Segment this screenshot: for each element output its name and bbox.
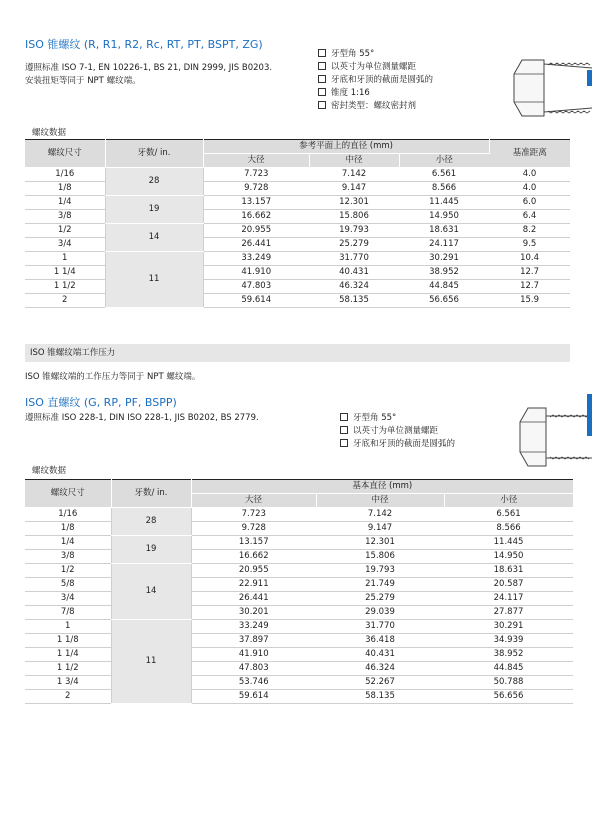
cell-major: 26.441 [191, 592, 316, 606]
cell-size: 1 1/4 [25, 648, 111, 662]
section2-standards: 遵照标准 ISO 228-1, DIN ISO 228-1, JIS B0202, BS 2779. [25, 413, 259, 423]
header-tpi: 牙数/ in. [111, 480, 191, 508]
cell-pitch: 9.147 [309, 182, 399, 196]
checkbox-icon [318, 75, 326, 83]
table-row [25, 676, 573, 690]
table-row [25, 648, 573, 662]
cell-size: 3/4 [25, 238, 105, 252]
cell-size: 1/8 [25, 522, 111, 536]
cell-minor: 24.117 [399, 238, 489, 252]
checkbox-icon [318, 49, 326, 57]
cell-gauge: 4.0 [489, 182, 570, 196]
cell-major: 20.955 [191, 564, 316, 578]
cell-major: 47.803 [203, 280, 309, 294]
header-major: 大径 [191, 494, 316, 508]
header-major: 大径 [203, 154, 309, 168]
page-side-tab [587, 394, 592, 436]
cell-major: 7.723 [191, 508, 316, 522]
cell-pitch: 29.039 [316, 606, 444, 620]
torque-note: 安装扭矩等同于 NPT 螺纹端。 [25, 76, 141, 86]
feature-item: 牙型角 55° [318, 48, 433, 61]
cell-size: 5/8 [25, 578, 111, 592]
cell-minor: 20.587 [444, 578, 573, 592]
header-gauge: 基准距离 [489, 140, 570, 168]
cell-tpi: 28 [105, 168, 203, 196]
cell-pitch: 12.301 [316, 536, 444, 550]
cell-pitch: 46.324 [316, 662, 444, 676]
table-row [25, 550, 573, 564]
table-row [25, 522, 573, 536]
table-row [25, 592, 573, 606]
cell-minor: 8.566 [399, 182, 489, 196]
header-minor: 小径 [444, 494, 573, 508]
cell-pitch: 25.279 [309, 238, 399, 252]
table-row [25, 620, 573, 634]
cell-size: 3/8 [25, 550, 111, 564]
cell-major: 20.955 [203, 224, 309, 238]
cell-major: 7.723 [203, 168, 309, 182]
cell-pitch: 15.806 [316, 550, 444, 564]
checkbox-icon [340, 426, 348, 434]
section2-features [340, 412, 455, 451]
table-row [25, 196, 570, 210]
cell-minor: 14.950 [399, 210, 489, 224]
cell-minor: 6.561 [444, 508, 573, 522]
table-row [25, 606, 573, 620]
cell-pitch: 25.279 [316, 592, 444, 606]
cell-pitch: 15.806 [309, 210, 399, 224]
table-row [25, 224, 570, 238]
cell-size: 2 [25, 294, 105, 308]
cell-gauge: 4.0 [489, 168, 570, 182]
cell-major: 41.910 [191, 648, 316, 662]
cell-tpi: 28 [111, 508, 191, 536]
cell-size: 1 1/4 [25, 266, 105, 280]
cell-minor: 56.656 [399, 294, 489, 308]
checkbox-icon [318, 62, 326, 70]
header-size: 螺纹尺寸 [25, 480, 111, 508]
cell-pitch: 31.770 [309, 252, 399, 266]
cell-tpi: 11 [105, 252, 203, 308]
cell-minor: 56.656 [444, 690, 573, 704]
cell-size: 1/4 [25, 536, 111, 550]
cell-major: 59.614 [203, 294, 309, 308]
cell-size: 1 1/2 [25, 280, 105, 294]
section1-standards: 遵照标准 ISO 7-1, EN 10226-1, BS 21, DIN 2999, JIS B0203. 安装扭矩等同于 NPT 螺纹端。 [25, 63, 273, 86]
cell-pitch: 46.324 [309, 280, 399, 294]
cell-major: 22.911 [191, 578, 316, 592]
cell-major: 41.910 [203, 266, 309, 280]
checkbox-icon [318, 101, 326, 109]
cell-pitch: 21.749 [316, 578, 444, 592]
cell-pitch: 58.135 [316, 690, 444, 704]
feature-item: 牙底和牙顶的截面是圆弧的 [340, 438, 455, 451]
table-row [25, 634, 573, 648]
cell-size: 1 [25, 620, 111, 634]
pressure-note: ISO 锥螺纹端的工作压力等同于 NPT 螺纹端。 [25, 372, 201, 382]
cell-minor: 38.952 [444, 648, 573, 662]
cell-major: 9.728 [203, 182, 309, 196]
cell-minor: 44.845 [444, 662, 573, 676]
cell-size: 3/4 [25, 592, 111, 606]
cell-size: 2 [25, 690, 111, 704]
header-minor: 小径 [399, 154, 489, 168]
cell-minor: 11.445 [399, 196, 489, 210]
header-pitch: 中径 [316, 494, 444, 508]
pressure-section-bar: ISO 锥螺纹端工作压力 [25, 344, 570, 362]
cell-size: 1 1/2 [25, 662, 111, 676]
cell-gauge: 12.7 [489, 280, 570, 294]
cell-size: 1 [25, 252, 105, 266]
cell-minor: 11.445 [444, 536, 573, 550]
cell-pitch: 19.793 [316, 564, 444, 578]
cell-minor: 8.566 [444, 522, 573, 536]
header-diameter-group: 基本直径 (mm) [191, 480, 573, 494]
section1-title: ISO 锥螺纹 (R, R1, R2, Rc, RT, PT, BSPT, ZG) [25, 38, 263, 51]
cell-size: 1/4 [25, 196, 105, 210]
cell-pitch: 7.142 [309, 168, 399, 182]
cell-size: 7/8 [25, 606, 111, 620]
table-row [25, 578, 573, 592]
cell-major: 13.157 [203, 196, 309, 210]
cell-tpi: 14 [111, 564, 191, 620]
header-diameter-group: 参考平面上的直径 (mm) [203, 140, 489, 154]
cell-pitch: 12.301 [309, 196, 399, 210]
cell-minor: 50.788 [444, 676, 573, 690]
cell-tpi: 19 [105, 196, 203, 224]
cell-minor: 6.561 [399, 168, 489, 182]
cell-major: 26.441 [203, 238, 309, 252]
header-tpi: 牙数/ in. [105, 140, 203, 168]
cell-minor: 34.939 [444, 634, 573, 648]
section2-table-label: 螺纹数据 [32, 466, 67, 476]
table-row [25, 168, 570, 182]
cell-major: 33.249 [203, 252, 309, 266]
cell-size: 1/16 [25, 168, 105, 182]
table-row [25, 508, 573, 522]
section2-title: ISO 直螺纹 (G, RP, PF, BSPP) [25, 396, 177, 409]
cell-major: 16.662 [191, 550, 316, 564]
tapered-thread-fitting-icon [508, 56, 592, 120]
cell-major: 53.746 [191, 676, 316, 690]
table-row [25, 252, 570, 266]
cell-tpi: 14 [105, 224, 203, 252]
section1-thread-table [25, 139, 570, 308]
cell-major: 30.201 [191, 606, 316, 620]
feature-item: 锥度 1:16 [318, 87, 433, 100]
cell-tpi: 11 [111, 620, 191, 704]
section1-features [318, 48, 433, 113]
feature-item: 密封类型：螺纹密封剂 [318, 100, 433, 113]
checkbox-icon [318, 88, 326, 96]
feature-item: 以英寸为单位测量螺距 [340, 425, 455, 438]
cell-minor: 44.845 [399, 280, 489, 294]
cell-pitch: 36.418 [316, 634, 444, 648]
cell-size: 1/16 [25, 508, 111, 522]
cell-minor: 38.952 [399, 266, 489, 280]
cell-pitch: 19.793 [309, 224, 399, 238]
cell-minor: 14.950 [444, 550, 573, 564]
cell-major: 47.803 [191, 662, 316, 676]
cell-minor: 27.877 [444, 606, 573, 620]
cell-major: 16.662 [203, 210, 309, 224]
cell-major: 9.728 [191, 522, 316, 536]
cell-gauge: 6.0 [489, 196, 570, 210]
cell-pitch: 7.142 [316, 508, 444, 522]
cell-gauge: 15.9 [489, 294, 570, 308]
cell-pitch: 31.770 [316, 620, 444, 634]
header-pitch: 中径 [309, 154, 399, 168]
cell-minor: 30.291 [444, 620, 573, 634]
feature-item: 牙底和牙顶的截面是圆弧的 [318, 74, 433, 87]
cell-size: 1 3/4 [25, 676, 111, 690]
cell-minor: 18.631 [399, 224, 489, 238]
cell-major: 33.249 [191, 620, 316, 634]
cell-pitch: 58.135 [309, 294, 399, 308]
feature-item: 牙型角 55° [340, 412, 455, 425]
cell-gauge: 8.2 [489, 224, 570, 238]
cell-pitch: 40.431 [309, 266, 399, 280]
checkbox-icon [340, 413, 348, 421]
section1-table-label: 螺纹数据 [32, 128, 67, 138]
cell-size: 1/2 [25, 224, 105, 238]
table-row [25, 564, 573, 578]
cell-gauge: 12.7 [489, 266, 570, 280]
straight-thread-fitting-icon [516, 404, 592, 470]
section2-thread-table [25, 479, 573, 704]
cell-pitch: 40.431 [316, 648, 444, 662]
cell-tpi: 19 [111, 536, 191, 564]
feature-item: 以英寸为单位测量螺距 [318, 61, 433, 74]
cell-gauge: 9.5 [489, 238, 570, 252]
page-side-tab [587, 70, 592, 86]
cell-pitch: 9.147 [316, 522, 444, 536]
table-row [25, 662, 573, 676]
cell-minor: 18.631 [444, 564, 573, 578]
table-row [25, 690, 573, 704]
cell-size: 1/2 [25, 564, 111, 578]
cell-minor: 24.117 [444, 592, 573, 606]
cell-size: 1 1/8 [25, 634, 111, 648]
cell-minor: 30.291 [399, 252, 489, 266]
cell-pitch: 52.267 [316, 676, 444, 690]
checkbox-icon [340, 439, 348, 447]
cell-gauge: 10.4 [489, 252, 570, 266]
cell-major: 37.897 [191, 634, 316, 648]
cell-gauge: 6.4 [489, 210, 570, 224]
header-size: 螺纹尺寸 [25, 140, 105, 168]
cell-size: 1/8 [25, 182, 105, 196]
cell-major: 13.157 [191, 536, 316, 550]
table-row [25, 536, 573, 550]
cell-major: 59.614 [191, 690, 316, 704]
cell-size: 3/8 [25, 210, 105, 224]
